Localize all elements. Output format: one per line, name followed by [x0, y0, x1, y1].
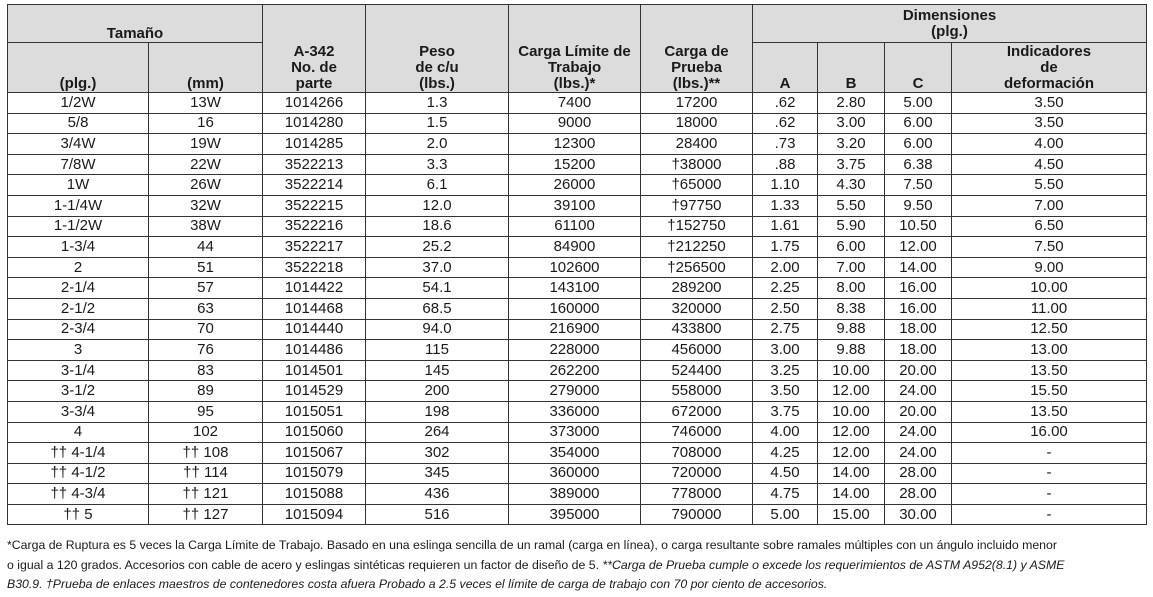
cell-dim-b: 5.50 [818, 195, 885, 216]
cell-deformation-indicator: 9.00 [952, 257, 1147, 278]
cell-part-number: 1015060 [263, 422, 366, 443]
cell-deformation-indicator: 7.00 [952, 195, 1147, 216]
cell-mm: 26W [149, 175, 263, 196]
cell-plg: 2-1/2 [8, 298, 149, 319]
cell-dim-b: 3.20 [818, 134, 885, 155]
cell-mm: 70 [149, 319, 263, 340]
cell-mm: †† 121 [149, 484, 263, 505]
cell-mm: 76 [149, 340, 263, 361]
table-row [8, 113, 1147, 134]
cell-proof-load: 746000 [641, 422, 753, 443]
cell-plg: 2-1/4 [8, 278, 149, 299]
cell-part-number: 1015088 [263, 484, 366, 505]
cell-working-load-limit: 102600 [509, 257, 641, 278]
cell-part-number: 1014486 [263, 340, 366, 361]
cell-dim-b: 14.00 [818, 463, 885, 484]
cell-proof-load: 289200 [641, 278, 753, 299]
table-row [8, 463, 1147, 484]
cell-deformation-indicator: 10.00 [952, 278, 1147, 299]
cell-deformation-indicator: 13.00 [952, 340, 1147, 361]
cell-working-load-limit: 61100 [509, 216, 641, 237]
cell-mm: 89 [149, 381, 263, 402]
cell-dim-b: 5.90 [818, 216, 885, 237]
cell-working-load-limit: 395000 [509, 504, 641, 525]
footnote-line-2-normal: o igual a 120 grados. Accesorios con cable de acero y eslingas sintéticas requieren un factor de diseño de 5. [7, 557, 603, 572]
table-row [8, 360, 1147, 381]
cell-working-load-limit: 143100 [509, 278, 641, 299]
cell-deformation-indicator: - [952, 484, 1147, 505]
table-row [8, 134, 1147, 155]
table-row [8, 319, 1147, 340]
cell-dim-b: 6.00 [818, 237, 885, 258]
cell-dim-a: .73 [753, 134, 818, 155]
cell-weight: 6.1 [366, 175, 509, 196]
cell-plg: 1-3/4 [8, 237, 149, 258]
cell-dim-c: 30.00 [885, 504, 952, 525]
header-mm: (mm) [149, 43, 263, 93]
cell-dim-b: 12.00 [818, 443, 885, 464]
cell-mm: 83 [149, 360, 263, 381]
cell-weight: 115 [366, 340, 509, 361]
table-row [8, 340, 1147, 361]
cell-deformation-indicator: 3.50 [952, 93, 1147, 114]
cell-dim-a: 2.75 [753, 319, 818, 340]
cell-weight: 1.5 [366, 113, 509, 134]
cell-working-load-limit: 7400 [509, 93, 641, 114]
cell-mm: 22W [149, 154, 263, 175]
cell-dim-c: 6.00 [885, 113, 952, 134]
cell-dim-c: 24.00 [885, 443, 952, 464]
cell-proof-load: 433800 [641, 319, 753, 340]
cell-deformation-indicator: 15.50 [952, 381, 1147, 402]
cell-mm: 16 [149, 113, 263, 134]
cell-dim-c: 12.00 [885, 237, 952, 258]
cell-proof-load: †38000 [641, 154, 753, 175]
table-row [8, 257, 1147, 278]
table-row [8, 278, 1147, 299]
cell-mm: 95 [149, 401, 263, 422]
cell-plg: 3-3/4 [8, 401, 149, 422]
cell-weight: 516 [366, 504, 509, 525]
cell-dim-b: 10.00 [818, 360, 885, 381]
cell-plg: 4 [8, 422, 149, 443]
cell-plg: †† 4-3/4 [8, 484, 149, 505]
header-proof-load: Carga de Prueba (lbs.)** [641, 5, 753, 93]
cell-proof-load: 28400 [641, 134, 753, 155]
cell-part-number: 3522216 [263, 216, 366, 237]
cell-proof-load: †65000 [641, 175, 753, 196]
cell-dim-b: 12.00 [818, 422, 885, 443]
table-row [8, 401, 1147, 422]
cell-deformation-indicator: 12.50 [952, 319, 1147, 340]
table-row [8, 381, 1147, 402]
table-row [8, 484, 1147, 505]
cell-part-number: 1014501 [263, 360, 366, 381]
cell-mm: 51 [149, 257, 263, 278]
cell-plg: 2-3/4 [8, 319, 149, 340]
cell-dim-c: 20.00 [885, 360, 952, 381]
cell-deformation-indicator: 3.50 [952, 113, 1147, 134]
cell-dim-a: 4.50 [753, 463, 818, 484]
cell-mm: 19W [149, 134, 263, 155]
cell-dim-c: 16.00 [885, 278, 952, 299]
cell-dim-b: 14.00 [818, 484, 885, 505]
cell-mm: 44 [149, 237, 263, 258]
cell-dim-a: 5.00 [753, 504, 818, 525]
table-row [8, 175, 1147, 196]
cell-dim-a: 1.10 [753, 175, 818, 196]
cell-dim-c: 28.00 [885, 484, 952, 505]
cell-part-number: 1014468 [263, 298, 366, 319]
cell-deformation-indicator: 4.00 [952, 134, 1147, 155]
cell-dim-a: 1.61 [753, 216, 818, 237]
cell-deformation-indicator: - [952, 443, 1147, 464]
cell-dim-b: 3.75 [818, 154, 885, 175]
cell-working-load-limit: 279000 [509, 381, 641, 402]
cell-mm: 32W [149, 195, 263, 216]
cell-part-number: 3522218 [263, 257, 366, 278]
cell-dim-a: 4.75 [753, 484, 818, 505]
cell-working-load-limit: 228000 [509, 340, 641, 361]
cell-dim-a: .88 [753, 154, 818, 175]
cell-weight: 145 [366, 360, 509, 381]
cell-working-load-limit: 389000 [509, 484, 641, 505]
cell-dim-a: 3.50 [753, 381, 818, 402]
table-row [8, 422, 1147, 443]
cell-proof-load: †97750 [641, 195, 753, 216]
cell-proof-load: 524400 [641, 360, 753, 381]
header-dim-c: C [885, 43, 952, 93]
cell-deformation-indicator: 4.50 [952, 154, 1147, 175]
cell-deformation-indicator: 7.50 [952, 237, 1147, 258]
header-tamano: Tamaño [8, 5, 263, 43]
cell-dim-b: 9.88 [818, 319, 885, 340]
cell-plg: †† 4-1/4 [8, 443, 149, 464]
cell-working-load-limit: 373000 [509, 422, 641, 443]
cell-part-number: 1015094 [263, 504, 366, 525]
cell-working-load-limit: 262200 [509, 360, 641, 381]
cell-dim-c: 9.50 [885, 195, 952, 216]
cell-weight: 18.6 [366, 216, 509, 237]
cell-dim-a: 3.75 [753, 401, 818, 422]
cell-part-number: 1015067 [263, 443, 366, 464]
cell-dim-b: 10.00 [818, 401, 885, 422]
cell-dim-a: 2.50 [753, 298, 818, 319]
cell-dim-c: 18.00 [885, 319, 952, 340]
cell-mm: 38W [149, 216, 263, 237]
cell-plg: 1/2W [8, 93, 149, 114]
cell-deformation-indicator: 16.00 [952, 422, 1147, 443]
cell-deformation-indicator: - [952, 463, 1147, 484]
cell-part-number: 1014440 [263, 319, 366, 340]
cell-weight: 436 [366, 484, 509, 505]
cell-working-load-limit: 12300 [509, 134, 641, 155]
cell-dim-b: 4.30 [818, 175, 885, 196]
cell-part-number: 1014529 [263, 381, 366, 402]
header-dimensions: Dimensiones (plg.) [753, 5, 1147, 43]
cell-dim-b: 8.38 [818, 298, 885, 319]
cell-weight: 3.3 [366, 154, 509, 175]
cell-deformation-indicator: 13.50 [952, 360, 1147, 381]
cell-deformation-indicator: 11.00 [952, 298, 1147, 319]
cell-mm: 57 [149, 278, 263, 299]
cell-mm: †† 127 [149, 504, 263, 525]
cell-dim-c: 16.00 [885, 298, 952, 319]
cell-dim-c: 10.50 [885, 216, 952, 237]
cell-deformation-indicator: 5.50 [952, 175, 1147, 196]
cell-weight: 37.0 [366, 257, 509, 278]
header-working-load-limit: Carga Límite de Trabajo (lbs.)* [509, 5, 641, 93]
cell-weight: 1.3 [366, 93, 509, 114]
cell-plg: 1-1/2W [8, 216, 149, 237]
header-dim-a: A [753, 43, 818, 93]
header-deformation-indicators: Indicadores de deformación [952, 43, 1147, 93]
cell-dim-a: 3.25 [753, 360, 818, 381]
cell-dim-c: 7.50 [885, 175, 952, 196]
cell-working-load-limit: 9000 [509, 113, 641, 134]
cell-working-load-limit: 216900 [509, 319, 641, 340]
cell-proof-load: †212250 [641, 237, 753, 258]
cell-dim-c: 14.00 [885, 257, 952, 278]
cell-dim-c: 18.00 [885, 340, 952, 361]
cell-proof-load: †152750 [641, 216, 753, 237]
cell-dim-b: 9.88 [818, 340, 885, 361]
cell-plg: 3-1/4 [8, 360, 149, 381]
cell-plg: 3/4W [8, 134, 149, 155]
cell-weight: 25.2 [366, 237, 509, 258]
footnote-line-3: B30.9. †Prueba de enlaces maestros de contenedores costa afuera Probado a 2.5 veces el límite de carga de trabajo con 70 por ciento de accesorios. [7, 577, 828, 592]
cell-dim-b: 2.80 [818, 93, 885, 114]
cell-working-load-limit: 15200 [509, 154, 641, 175]
cell-plg: †† 5 [8, 504, 149, 525]
cell-dim-a: 4.00 [753, 422, 818, 443]
cell-working-load-limit: 354000 [509, 443, 641, 464]
cell-proof-load: 672000 [641, 401, 753, 422]
cell-part-number: 3522214 [263, 175, 366, 196]
cell-plg: 5/8 [8, 113, 149, 134]
cell-proof-load: 320000 [641, 298, 753, 319]
cell-dim-a: .62 [753, 93, 818, 114]
table-row [8, 154, 1147, 175]
cell-proof-load: 778000 [641, 484, 753, 505]
cell-working-load-limit: 84900 [509, 237, 641, 258]
cell-proof-load: 17200 [641, 93, 753, 114]
table-row [8, 443, 1147, 464]
header-plg: (plg.) [8, 43, 149, 93]
cell-dim-c: 24.00 [885, 381, 952, 402]
cell-weight: 94.0 [366, 319, 509, 340]
cell-dim-a: 2.00 [753, 257, 818, 278]
cell-dim-b: 7.00 [818, 257, 885, 278]
cell-part-number: 1014280 [263, 113, 366, 134]
cell-dim-a: 1.75 [753, 237, 818, 258]
table-row [8, 195, 1147, 216]
cell-dim-c: 5.00 [885, 93, 952, 114]
cell-weight: 68.5 [366, 298, 509, 319]
cell-working-load-limit: 360000 [509, 463, 641, 484]
cell-dim-a: 4.25 [753, 443, 818, 464]
cell-weight: 54.1 [366, 278, 509, 299]
header-dim-b: B [818, 43, 885, 93]
cell-working-load-limit: 336000 [509, 401, 641, 422]
footnote-line-2 [7, 556, 1147, 576]
cell-working-load-limit: 39100 [509, 195, 641, 216]
cell-dim-b: 3.00 [818, 113, 885, 134]
cell-weight: 12.0 [366, 195, 509, 216]
cell-part-number: 3522217 [263, 237, 366, 258]
cell-plg: 3-1/2 [8, 381, 149, 402]
cell-part-number: 1014422 [263, 278, 366, 299]
cell-plg: †† 4-1/2 [8, 463, 149, 484]
cell-dim-a: .62 [753, 113, 818, 134]
cell-weight: 198 [366, 401, 509, 422]
cell-deformation-indicator: 13.50 [952, 401, 1147, 422]
cell-mm: 13W [149, 93, 263, 114]
cell-deformation-indicator: - [952, 504, 1147, 525]
cell-deformation-indicator: 6.50 [952, 216, 1147, 237]
cell-dim-a: 3.00 [753, 340, 818, 361]
cell-dim-b: 8.00 [818, 278, 885, 299]
cell-mm: 63 [149, 298, 263, 319]
cell-plg: 1W [8, 175, 149, 196]
cell-proof-load: 456000 [641, 340, 753, 361]
cell-dim-c: 28.00 [885, 463, 952, 484]
cell-dim-c: 6.00 [885, 134, 952, 155]
cell-dim-b: 12.00 [818, 381, 885, 402]
cell-plg: 2 [8, 257, 149, 278]
table-body [8, 93, 1147, 525]
table-row [8, 237, 1147, 258]
cell-part-number: 1014266 [263, 93, 366, 114]
header-part-number: A-342 No. de parte [263, 5, 366, 93]
cell-part-number: 3522213 [263, 154, 366, 175]
cell-plg: 7/8W [8, 154, 149, 175]
cell-mm: †† 108 [149, 443, 263, 464]
cell-proof-load: 790000 [641, 504, 753, 525]
cell-proof-load: †256500 [641, 257, 753, 278]
footnote-line-2-italic: **Carga de Prueba cumple o excede los requerimientos de ASTM A952(8.1) y ASME [602, 557, 1065, 572]
cell-plg: 3 [8, 340, 149, 361]
cell-dim-a: 2.25 [753, 278, 818, 299]
cell-dim-c: 24.00 [885, 422, 952, 443]
cell-mm: †† 114 [149, 463, 263, 484]
cell-part-number: 3522215 [263, 195, 366, 216]
cell-mm: 102 [149, 422, 263, 443]
cell-plg: 1-1/4W [8, 195, 149, 216]
cell-weight: 345 [366, 463, 509, 484]
cell-proof-load: 18000 [641, 113, 753, 134]
footnote-line-1: *Carga de Ruptura es 5 veces la Carga Límite de Trabajo. Basado en una eslinga sencilla de un ramal (carga en línea), o carga resultante sobre ramales múltiples con un ángulo incluido menor [7, 538, 1057, 552]
header-weight: Peso de c/u (lbs.) [366, 5, 509, 93]
cell-proof-load: 558000 [641, 381, 753, 402]
cell-proof-load: 708000 [641, 443, 753, 464]
cell-dim-a: 1.33 [753, 195, 818, 216]
cell-weight: 264 [366, 422, 509, 443]
cell-part-number: 1015079 [263, 463, 366, 484]
table-row [8, 504, 1147, 525]
cell-dim-c: 20.00 [885, 401, 952, 422]
cell-dim-b: 15.00 [818, 504, 885, 525]
table-row [8, 298, 1147, 319]
cell-part-number: 1015051 [263, 401, 366, 422]
cell-working-load-limit: 160000 [509, 298, 641, 319]
cell-weight: 302 [366, 443, 509, 464]
cell-working-load-limit: 26000 [509, 175, 641, 196]
footnotes [7, 536, 1147, 595]
cell-part-number: 1014285 [263, 134, 366, 155]
cell-weight: 2.0 [366, 134, 509, 155]
cell-dim-c: 6.38 [885, 154, 952, 175]
table-row [8, 216, 1147, 237]
specifications-table [7, 4, 1147, 525]
cell-proof-load: 720000 [641, 463, 753, 484]
table-row [8, 93, 1147, 114]
cell-weight: 200 [366, 381, 509, 402]
